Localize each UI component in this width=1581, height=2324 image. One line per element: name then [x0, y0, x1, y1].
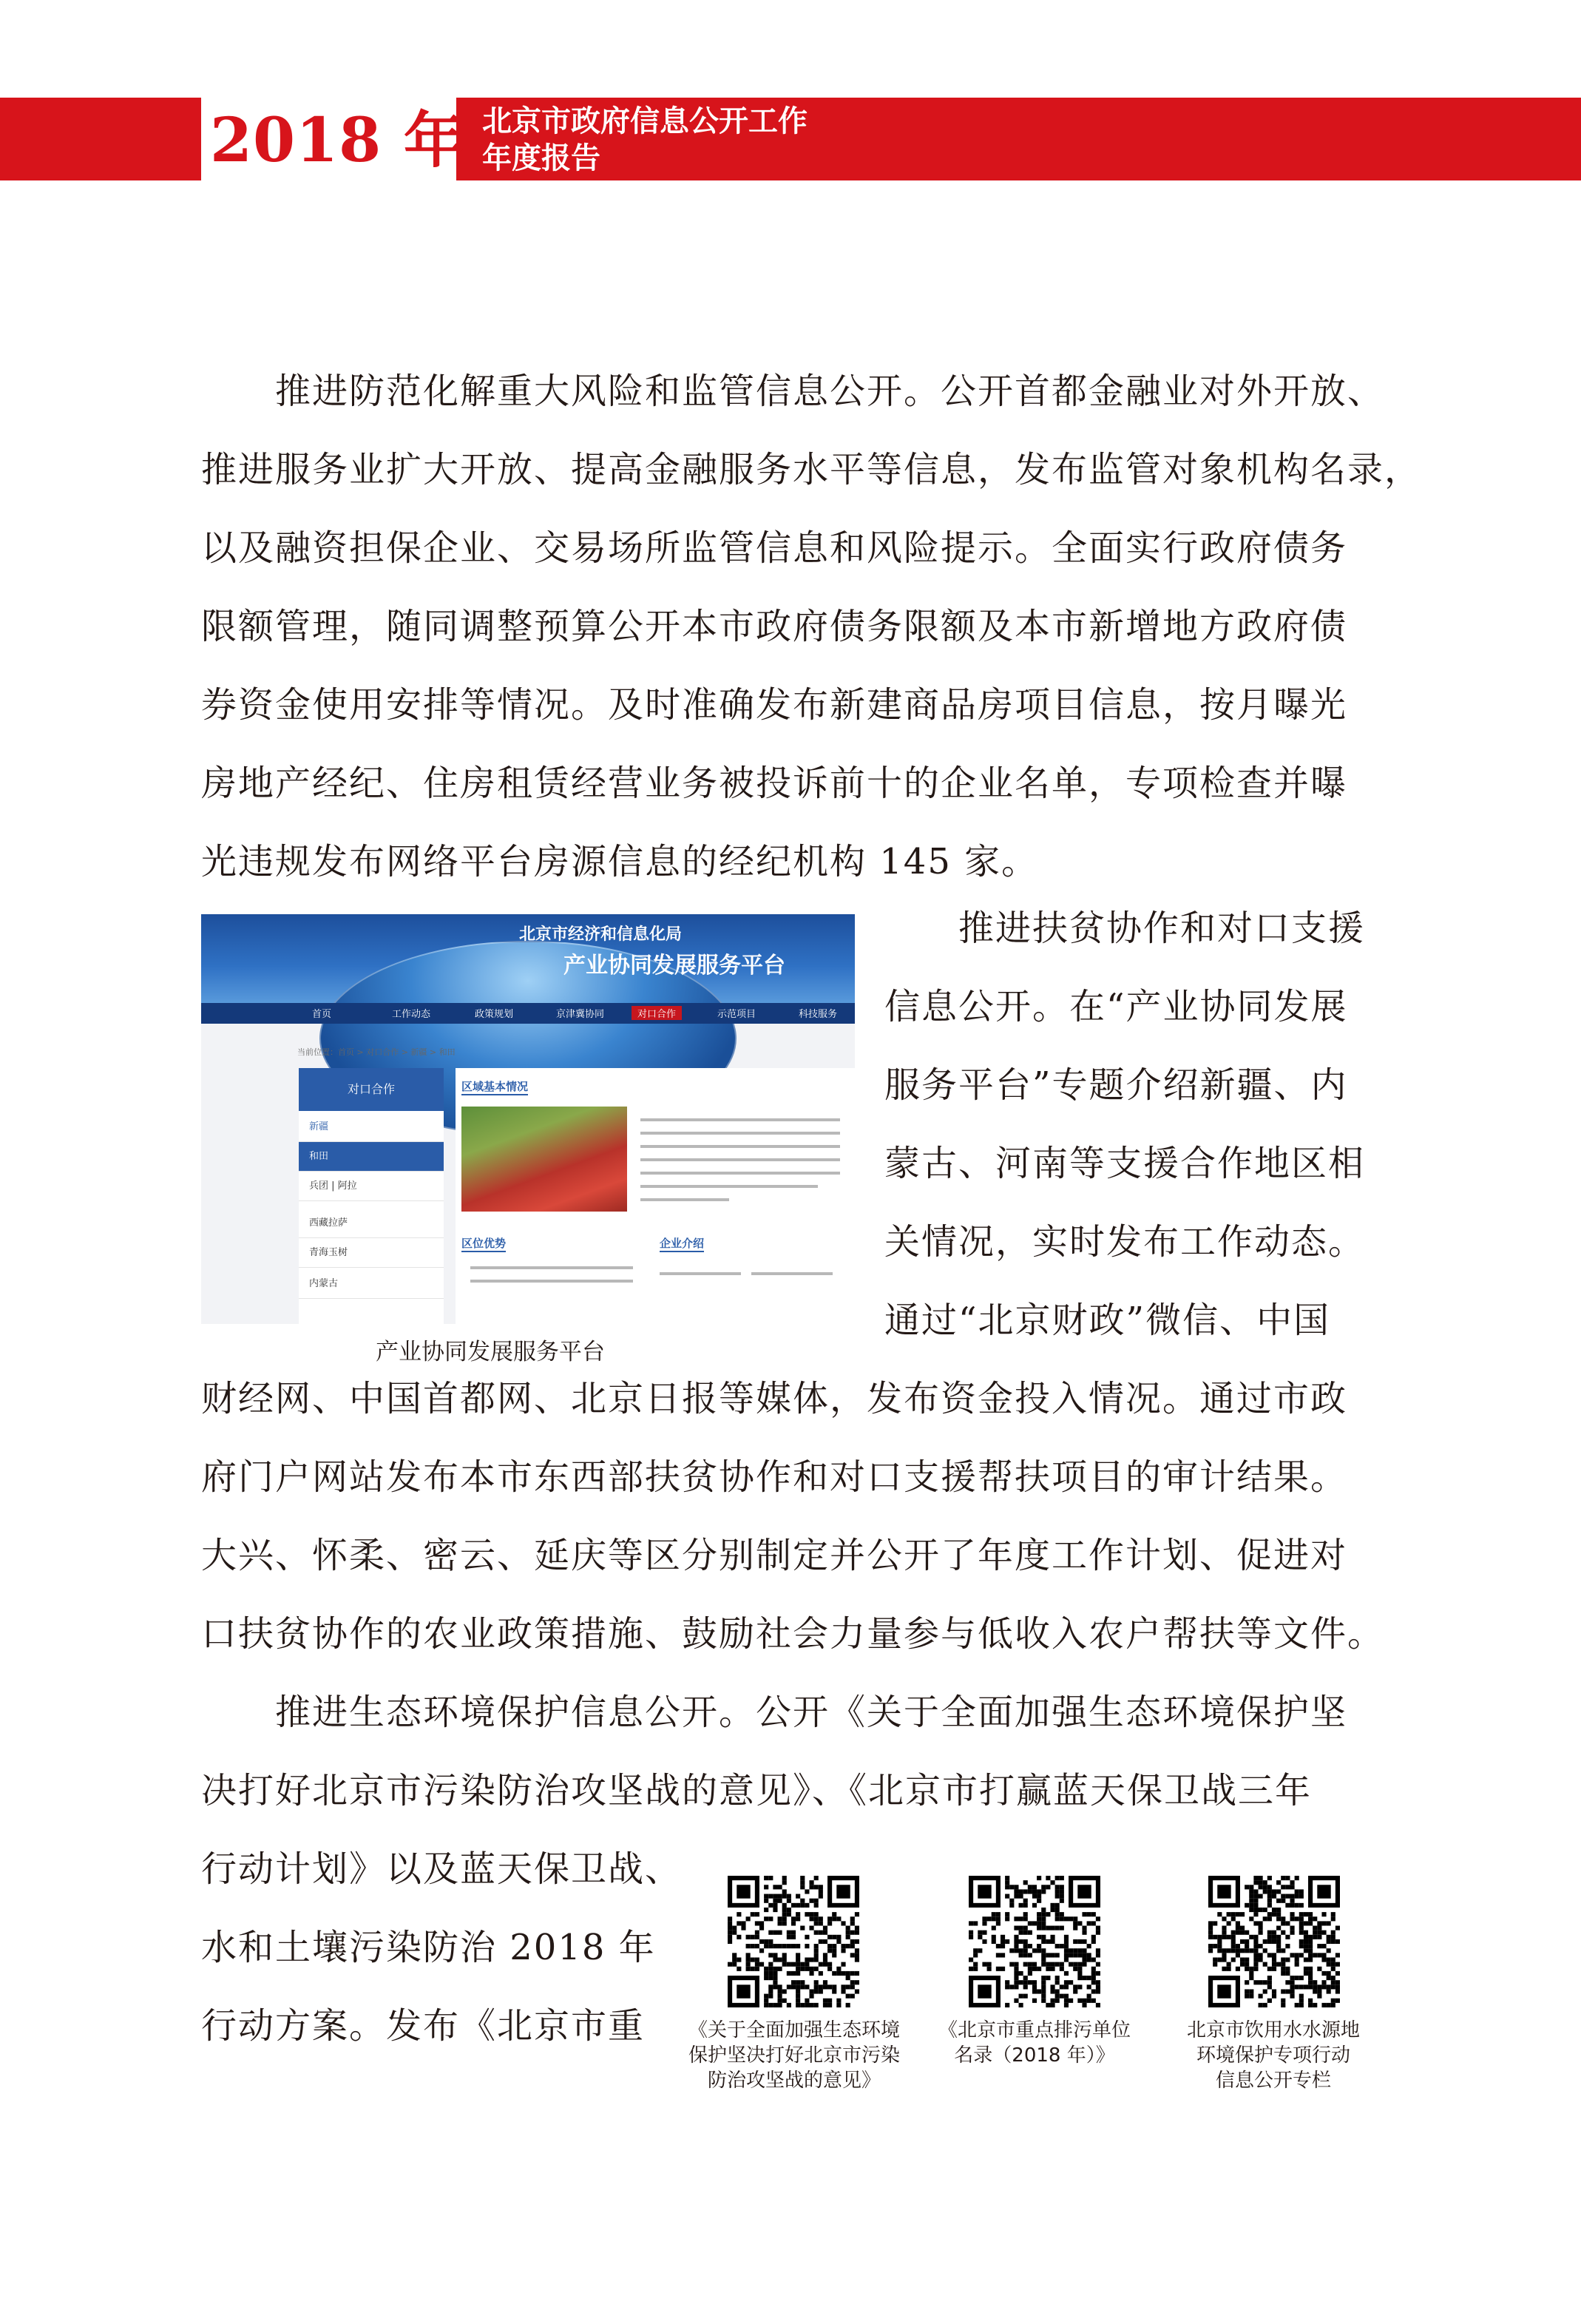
- qr-code-icon[interactable]: [728, 1876, 859, 2007]
- paragraph-poverty-aid-cont: 财经网、中国首都网、北京日报等媒体，发布资金投入情况。通过市政 府门户网站发布本市东西部扶贫协作和对口支援帮扶项目的审计结果。 大兴、怀柔、密云、延庆等区分别制定并公开了年度工作计划、促进对 口扶贫协作的农业政策措施、鼓励社会力量参与低收入农户帮扶等文件。: [201, 1378, 1385, 1655]
- paragraph-ecology: 推进生态环境保护信息公开。公开《关于全面加强生态环境保护坚 决打好北京市污染防治攻坚战的意见》、《北京市打赢蓝天保卫战三年: [201, 1692, 1348, 1811]
- nav-item: 政策规划: [475, 1009, 514, 1020]
- report-year: 2018 年: [210, 105, 465, 176]
- nav-item-active: 对口合作: [632, 1006, 682, 1020]
- qr-caption: 《关于全面加强生态环境 保护坚决打好北京市污染 防治攻坚战的意见》: [688, 2019, 900, 2092]
- site-sidebar: [299, 1068, 444, 1324]
- text-line: [470, 1280, 633, 1283]
- qr-caption: 《北京市重点排污单位 名录（2018 年）》: [938, 2019, 1131, 2067]
- text-line: [640, 1118, 840, 1121]
- site-title: 北京市经济和信息化局: [519, 925, 683, 944]
- sidebar-item: 新疆: [299, 1112, 444, 1142]
- site-header: [201, 914, 855, 1009]
- text-line: [751, 1272, 833, 1275]
- qr-caption: 北京市饮用水水源地 环境保护专项行动 信息公开专栏: [1186, 2019, 1360, 2092]
- qr-code-icon[interactable]: [969, 1876, 1100, 2007]
- text-line: [640, 1132, 840, 1135]
- sidebar-item: 西藏拉萨: [299, 1209, 444, 1238]
- site-breadcrumb: 当前位置：首页 > 对口合作 > 新疆 > 和田: [297, 1047, 456, 1057]
- paragraph-risk-supervision: 推进防范化解重大风险和监管信息公开。公开首都金融业对外开放、 推进服务业扩大开放、提高金融服务水平等信息，发布监管对象机构名录， 以及融资担保企业、交易场所监管信息和风险提示。全面实行政府债务 限额管理，随同调整预算公开本市政府债务限额及本市新增地方政府债 券资金使用安排等情况。及时准确发布新建商品房项目信息，按月曝光 房地产经纪、住房租赁经营业务被投诉前十的企业名单，专项检查并曝 光违规发布网络平台房源信息的经纪机构 145 家。: [201, 371, 1422, 882]
- report-subtitle: 年度报告: [482, 141, 600, 175]
- section-heading: 区位优势: [461, 1235, 506, 1252]
- text-line: [640, 1158, 840, 1161]
- site-subtitle: 产业协同发展服务平台: [563, 953, 785, 979]
- text-line: [470, 1266, 633, 1269]
- sidebar-head: 对口合作: [299, 1068, 444, 1111]
- section-heading: 区域基本情况: [461, 1078, 528, 1095]
- nav-item: 示范项目: [717, 1009, 756, 1020]
- sidebar-item: 青海玉树: [299, 1238, 444, 1268]
- text-line: [640, 1198, 729, 1201]
- section-heading: 企业介绍: [660, 1235, 704, 1252]
- sidebar-item: 兵团 | 阿拉: [299, 1172, 444, 1201]
- pomegranate-photo: [461, 1107, 627, 1212]
- nav-item: 科技服务: [799, 1009, 838, 1020]
- text-line: [640, 1145, 840, 1148]
- site-content: [456, 1068, 855, 1324]
- text-line: [640, 1172, 840, 1175]
- text-line: [640, 1185, 818, 1188]
- nav-item: 首页: [312, 1009, 332, 1020]
- paragraph-poverty-aid: 推进扶贫协作和对口支援 信息公开。在“产业协同发展 服务平台”专题介绍新疆、内 蒙古、河南等支援合作地区相 关情况，实时发布工作动态。 通过“北京财政”微信、中国: [884, 908, 1366, 1341]
- text-line: [660, 1272, 741, 1275]
- figure-caption: 产业协同发展服务平台: [376, 1339, 605, 1365]
- sidebar-item: 内蒙古: [299, 1269, 444, 1299]
- report-title: 北京市政府信息公开工作: [482, 104, 808, 138]
- nav-item: 京津冀协同: [556, 1009, 605, 1020]
- site-nav: [201, 1003, 855, 1024]
- sidebar-item-selected: 和田: [299, 1142, 444, 1172]
- nav-item: 工作动态: [392, 1009, 431, 1020]
- paragraph-ecology-cont: 行动计划》以及蓝天保卫战、 水和土壤污染防治 2018 年 行动方案。发布《北京市重: [201, 1848, 683, 2047]
- qr-code-icon[interactable]: [1208, 1876, 1340, 2007]
- platform-screenshot: [201, 914, 855, 1324]
